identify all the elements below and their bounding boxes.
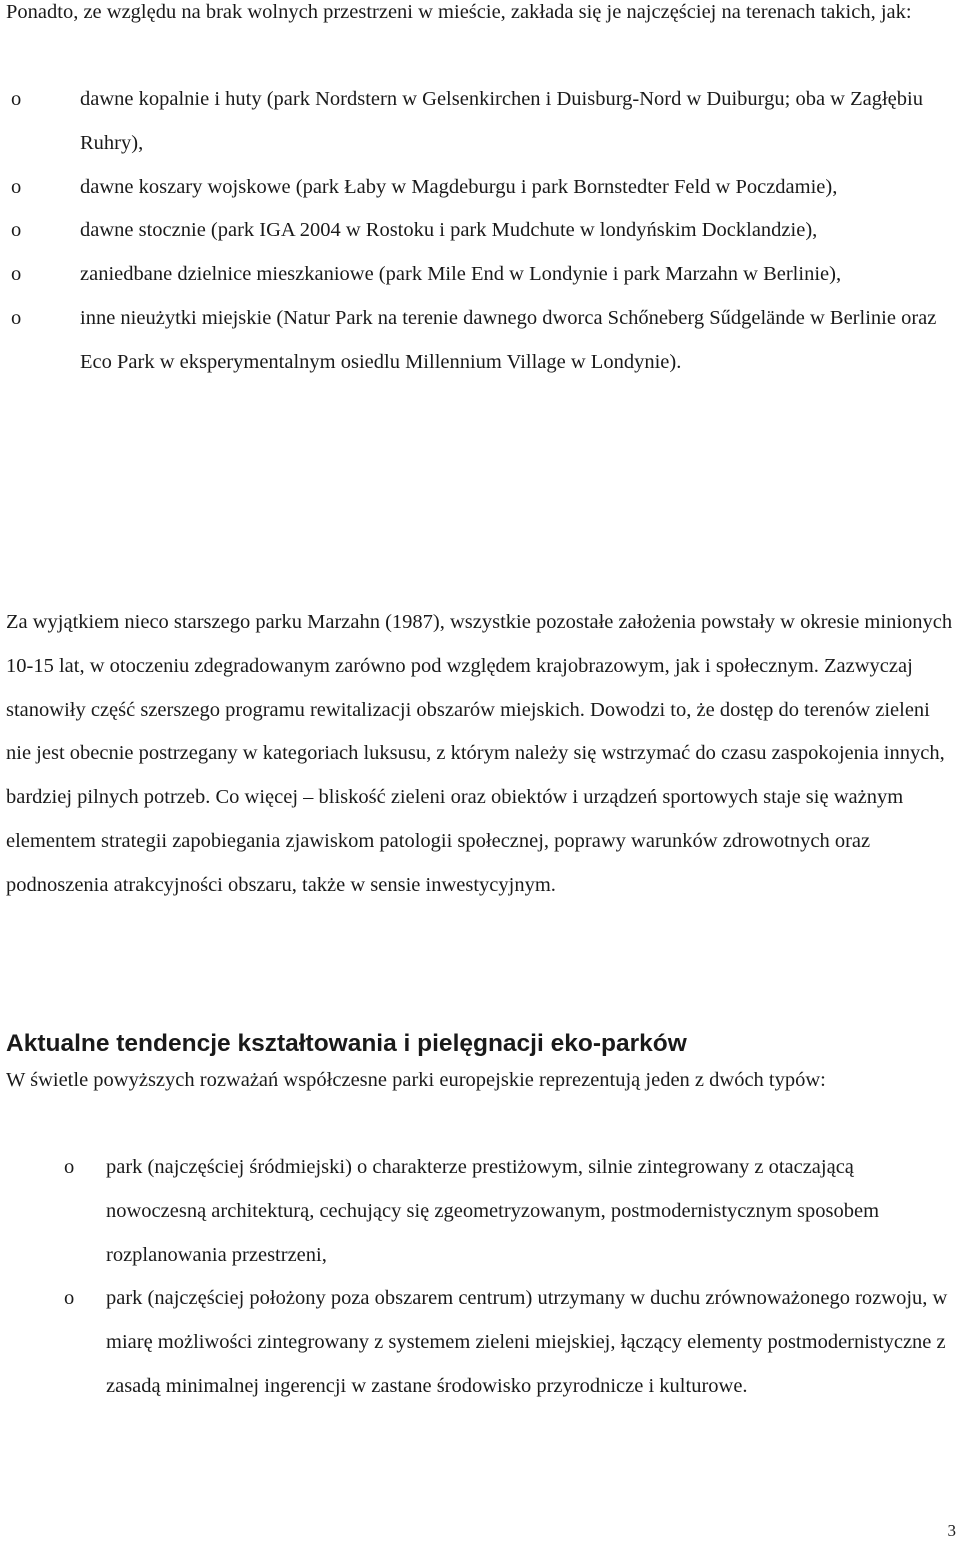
bullet-icon: o [11,175,22,198]
list-item-text: zaniedbane dzielnice mieszkaniowe (park Mile End w Londynie i park Marzahn w Berlinie), [80,263,842,286]
park-types-list [0,1146,950,1409]
section-heading: Aktualne tendencje kształtowania i pielęgnacji eko-parków [6,1030,687,1057]
list-item-text: park (najczęściej śródmiejski) o charakterze prestiżowym, silnie zintegrowany z otaczającą nowoczesną architekturą, cechujący się zgeometryzowanym, postmodernistycznym sposobem rozplanowania przestrzeni, [106,1156,880,1266]
bullet-icon: o [64,1287,75,1310]
list-item [0,166,950,210]
list-item [0,1146,950,1277]
bullet-icon: o [11,306,22,329]
bullet-icon: o [11,263,22,286]
list-item [0,253,950,297]
list-item [0,209,950,253]
intro-paragraph: Ponadto, ze względu na brak wolnych przestrzeni w mieście, zakłada się je najczęściej na terenach takich, jak: [6,1,912,23]
list-item-text: inne nieużytki miejskie (Natur Park na terenie dawnego dworca Schőneberg Sűdgelände w Berlinie oraz Eco Park w eksperymentalnym osiedlu Millennium Village w Londynie). [80,306,937,373]
types-intro-paragraph: W świetle powyższych rozważań współczesne parki europejskie reprezentują jeden z dwóch typów: [6,1069,826,1091]
main-paragraph: Za wyjątkiem nieco starszego parku Marzahn (1987), wszystkie pozostałe założenia powstały w okresie minionych 10-15 lat, w otoczeniu zdegradowanym zarówno pod względem krajobrazowym, jak i społecznym. Zazwyczaj stanowiły część szerszego programu rewitalizacji obszarów miejskich. Dowodzi to, że dostęp do terenów zieleni nie jest obecnie postrzegany w kategoriach luksusu, z którym należy się wstrzymać do czasu zaspokojenia innych, bardziej pilnych potrzeb. Co więcej – bliskość zieleni oraz obiektów i urządzeń sportowych staje się ważnym elementem strategii zapobiegania zjawiskom patologii społecznej, poprawy warunków zdrowotnych oraz podnoszenia atrakcyjności obszaru, także w sensie inwestycyjnym. [6,611,953,896]
list-item-text: dawne koszary wojskowe (park Łaby w Magdeburgu i park Bornstedter Feld w Poczdamie), [80,175,838,198]
list-item-text: dawne stocznie (park IGA 2004 w Rostoku i park Mudchute w londyńskim Docklandzie), [80,219,818,242]
locations-list [0,78,950,385]
list-item [0,1277,950,1408]
list-item [0,297,950,385]
list-item-text: dawne kopalnie i huty (park Nordstern w Gelsenkirchen i Duisburg-Nord w Duiburgu; oba w Zagłębiu Ruhry), [80,88,923,154]
list-item-text: park (najczęściej położony poza obszarem centrum) utrzymany w duchu zrównoważonego rozwoju, w miarę możliwości zintegrowany z systemem zieleni miejskiej, łączący elementy postmodernistyczne z zasadą minimalnej ingerencji w zastane środowisko przyrodnicze i kulturowe. [106,1287,948,1397]
page-number: 3 [947,1521,956,1540]
bullet-icon: o [64,1156,75,1178]
bullet-icon: o [11,219,22,242]
list-item [0,78,950,166]
bullet-icon: o [11,88,22,110]
